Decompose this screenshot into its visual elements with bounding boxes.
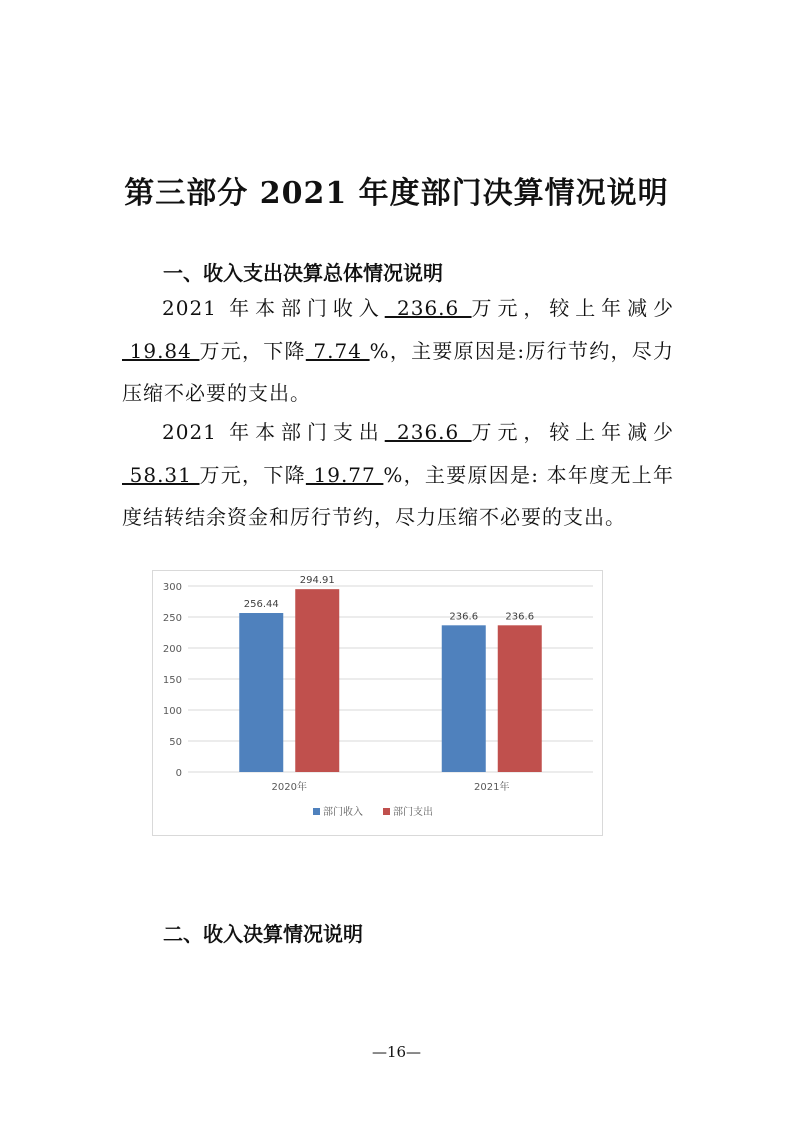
income-text-1: 2021 年本部门收入 <box>162 296 385 320</box>
bar <box>442 625 486 772</box>
expense-text-1: 2021 年本部门支出 <box>162 420 385 444</box>
bar <box>295 589 339 772</box>
expense-amount: 236.6 <box>384 420 472 444</box>
y-tick-label: 150 <box>162 675 182 686</box>
income-decrease-percent: 7.74 <box>305 338 370 363</box>
data-label: 236.6 <box>449 611 479 623</box>
income-text-3: 万元，下降 <box>199 338 306 363</box>
section-heading-income-expense-overview: 一、收入支出决算总体情况说明 <box>163 261 443 285</box>
chart-svg <box>153 571 602 835</box>
paragraph-expense <box>122 411 674 539</box>
x-tick-label: 2021年 <box>474 782 510 793</box>
income-text-2: 万元，较上年减少 <box>471 296 674 320</box>
bar <box>239 613 283 772</box>
bar <box>498 625 542 772</box>
expense-decrease-amount: 58.31 <box>122 462 200 487</box>
legend-label: 部门支出 <box>393 807 433 818</box>
expense-text-4: %，主要原因是: 本年度无上年度结转结余资金和厉行节约，尽力压缩不必要的支出。 <box>122 462 674 529</box>
data-label: 294.91 <box>299 575 335 587</box>
income-amount: 236.6 <box>384 296 472 320</box>
legend-swatch <box>313 808 320 815</box>
income-text-4: %，主要原因是:厉行节约，尽力压缩不必要的支出。 <box>122 338 674 405</box>
expense-text-3: 万元，下降 <box>199 462 306 487</box>
expense-text-2: 万元，较上年减少 <box>471 420 674 444</box>
y-tick-label: 300 <box>162 582 182 593</box>
section-heading-income: 二、收入决算情况说明 <box>163 922 363 946</box>
x-tick-label: 2020年 <box>271 782 307 793</box>
y-tick-label: 0 <box>175 768 182 779</box>
y-tick-label: 250 <box>162 613 182 624</box>
paragraph-income <box>122 287 674 415</box>
y-tick-label: 50 <box>169 737 182 748</box>
legend-swatch <box>383 808 390 815</box>
income-expense-bar-chart <box>152 570 603 836</box>
page-title: 第三部分 2021 年度部门决算情况说明 <box>124 176 669 211</box>
y-tick-label: 100 <box>162 706 182 717</box>
y-tick-label: 200 <box>162 644 182 655</box>
page-number: —16— <box>371 1043 422 1061</box>
legend-label: 部门收入 <box>323 807 363 818</box>
data-label: 256.44 <box>243 599 279 611</box>
expense-decrease-percent: 19.77 <box>305 462 384 487</box>
income-decrease-amount: 19.84 <box>122 338 200 363</box>
data-label: 236.6 <box>505 611 535 623</box>
